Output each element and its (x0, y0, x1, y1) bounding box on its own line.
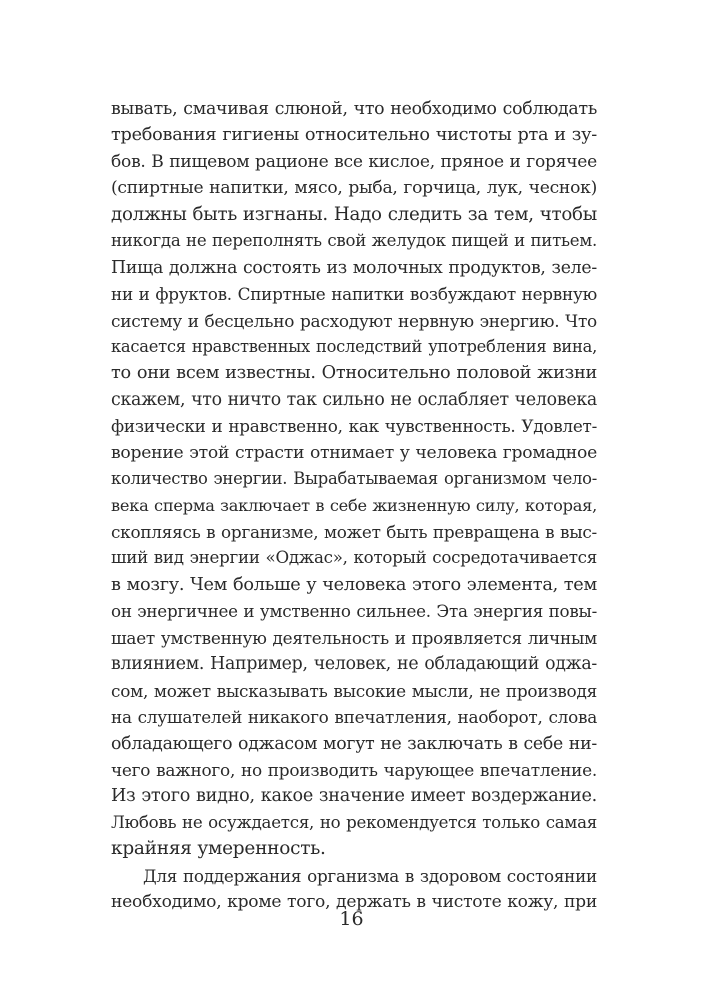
text-line: чего важного, но производить чарующее впечатление. (111, 759, 597, 780)
text-line: ни и фруктов. Спиртные напитки возбуждают нервную (111, 284, 597, 305)
text-line: скопляясь в организме, может быть превращена в выс- (111, 522, 597, 542)
text-line: то они всем известны. Относительно половой жизни (111, 363, 597, 384)
text-line: физически и нравственно, как чувственность. Удовлет- (111, 416, 597, 437)
text-line: должны быть изгнаны. Надо следить за тем, чтобы (111, 203, 597, 225)
text-line: сом, может высказывать высокие мысли, не производя (111, 680, 597, 701)
text-line: необходимо, кроме того, держать в чистоте кожу, при (111, 892, 597, 913)
text-line: ворение этой страсти отнимает у человека громадное (111, 442, 597, 463)
text-line: Пища должна состоять из молочных продуктов, зеле- (111, 257, 597, 278)
text-line: систему и бесцельно расходуют нервную энергию. Что (111, 310, 597, 331)
text-line: влиянием. Например, человек, не обладающий оджа- (111, 654, 597, 675)
text-line: касается нравственных последствий употребления вина, (111, 336, 597, 356)
text-line: в мозгу. Чем больше у человека этого элемента, тем (111, 574, 597, 595)
text-line: никогда не переполнять свой желудок пищей и питьем. (111, 231, 597, 251)
text-line: Любовь не осуждается, но рекомендуется только самая (111, 812, 597, 832)
text-line: обладающего оджасом могут не заключать в себе ни- (111, 733, 597, 754)
text-line: количество энергии. Вырабатываемая организмом чело- (111, 469, 597, 489)
text-line: крайняя умеренность. (111, 838, 326, 860)
text-line: требования гигиены относительно чистоты рта и зу- (111, 125, 597, 146)
text-line: вывать, смачивая слюной, что необходимо соблюдать (111, 99, 597, 119)
text-line: скажем, что ничто так сильно не ослабляет человека (111, 389, 597, 410)
text-line: ший вид энергии «Оджас», который сосредотачивается (111, 548, 597, 568)
body-text (111, 96, 597, 916)
text-line: шает умственную деятельность и проявляется личным (111, 627, 597, 648)
text-line: бов. В пищевом рационе все кислое, пряное и горячее (111, 151, 597, 172)
text-line: Для поддержания организма в здоровом состоянии (143, 865, 597, 886)
page-number: 16 (339, 908, 364, 930)
text-line: на слушателей никакого впечатления, наоборот, слова (111, 707, 597, 728)
text-line: он энергичнее и умственно сильнее. Эта энергия повы- (111, 601, 597, 622)
text-line: Из этого видно, какое значение имеет воздержание. (111, 786, 597, 807)
text-line: века сперма заключает в себе жизненную силу, которая, (111, 495, 597, 515)
text-line: (спиртные напитки, мясо, рыба, горчица, лук, чеснок) (111, 178, 597, 199)
